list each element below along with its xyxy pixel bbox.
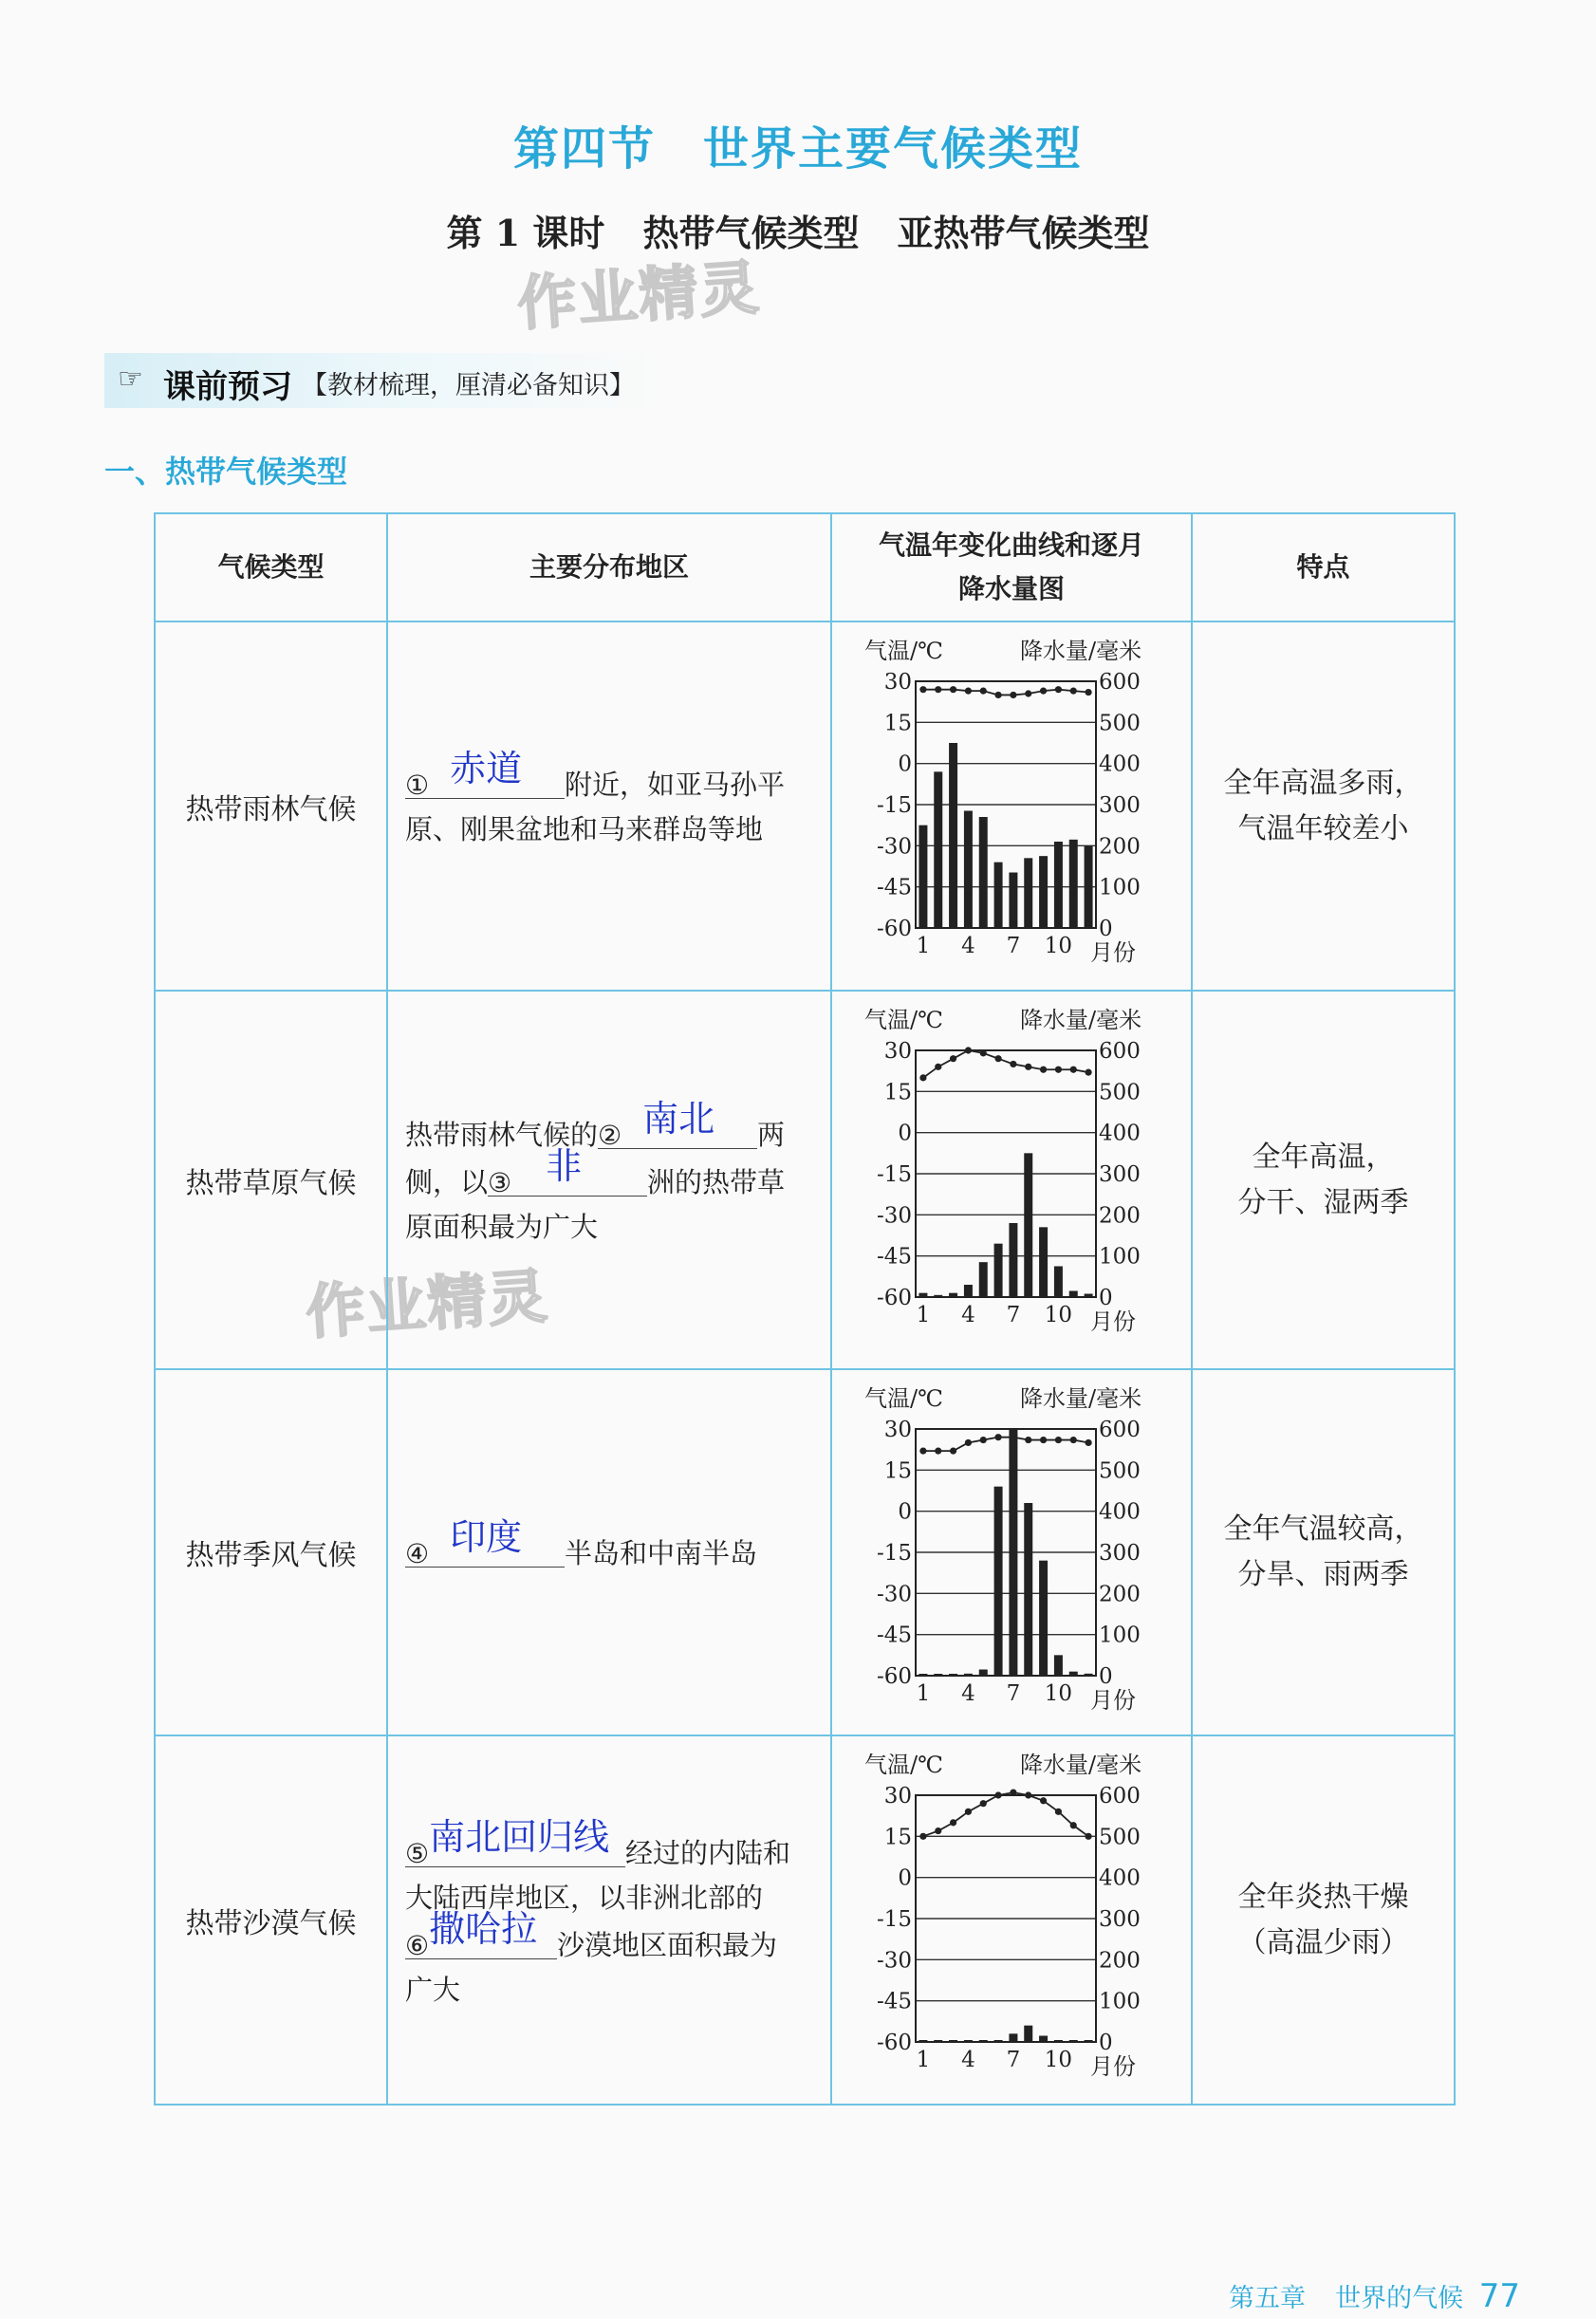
axis-label-precipitation: 降水量/毫米 xyxy=(1020,1385,1142,1412)
blank-number: ② xyxy=(598,1120,622,1151)
precipitation-bar xyxy=(1009,873,1017,929)
tick-label-temperature: -45 xyxy=(876,875,912,900)
tick-label-temperature: -30 xyxy=(876,1582,912,1607)
region-cell xyxy=(387,991,831,1369)
tick-label-precipitation: 0 xyxy=(1099,2031,1113,2055)
section-title xyxy=(0,112,1596,177)
region-text: 半岛和中南半岛 xyxy=(565,1537,758,1569)
lesson-title xyxy=(0,204,1596,256)
precipitation-bar xyxy=(1054,1267,1063,1298)
feature-text: 全年气温较高， xyxy=(1223,1512,1423,1546)
axis-label-temperature: 气温/℃ xyxy=(864,1385,943,1412)
temperature-line xyxy=(923,1792,1088,1836)
tick-label-precipitation: 400 xyxy=(1099,1499,1141,1525)
tick-label-temperature: -60 xyxy=(876,1286,912,1310)
tick-label-temperature: 0 xyxy=(898,1865,912,1891)
feature-cell xyxy=(1192,1369,1455,1735)
section-heading: 一、热带气候类型 xyxy=(104,454,348,490)
precipitation-bar xyxy=(1085,845,1093,928)
region-text: 原、刚果盆地和马来群岛等地 xyxy=(405,813,764,845)
watermark: 作业精灵 xyxy=(304,1261,551,1347)
tick-label-temperature: -30 xyxy=(876,1203,912,1229)
temperature-point xyxy=(1040,688,1047,695)
temperature-point xyxy=(980,1049,987,1056)
feature-text: 全年炎热干燥 xyxy=(1237,1880,1409,1914)
precipitation-bar xyxy=(1069,2040,1078,2042)
temperature-point xyxy=(1025,690,1031,696)
precipitation-bar xyxy=(934,1295,942,1297)
temperature-point xyxy=(1070,1437,1077,1443)
climate-type: 热带沙漠气候 xyxy=(155,1735,387,2105)
precipitation-bar xyxy=(1085,1294,1093,1297)
x-tick-label: 4 xyxy=(961,1681,975,1706)
x-tick-label: 7 xyxy=(1006,934,1021,958)
tick-label-temperature: -45 xyxy=(876,1623,912,1648)
header-chart-line1: 气温年变化曲线和逐月 xyxy=(878,529,1144,561)
region-text: 侧，以 xyxy=(405,1166,489,1198)
x-tick-label: 7 xyxy=(1006,1681,1021,1706)
answer-blank xyxy=(405,1907,557,1961)
region-cell xyxy=(387,1369,831,1735)
temperature-point xyxy=(994,1434,1001,1440)
precipitation-bar xyxy=(1009,1223,1017,1297)
temperature-point xyxy=(1085,689,1091,696)
blank-number: ⑤ xyxy=(405,1837,430,1869)
axis-label-precipitation: 降水量/毫米 xyxy=(1020,1752,1142,1778)
feature-text: 分旱、雨两季 xyxy=(1237,1558,1409,1591)
temperature-point xyxy=(950,1819,956,1826)
tick-label-temperature: -45 xyxy=(876,1244,912,1270)
precipitation-bar xyxy=(979,1670,988,1677)
answer-blank xyxy=(405,1516,565,1569)
region-cell xyxy=(387,621,831,991)
chart-cell xyxy=(831,991,1192,1369)
axis-label-temperature: 气温/℃ xyxy=(864,638,943,664)
tick-label-precipitation: 100 xyxy=(1099,1623,1141,1648)
tick-label-precipitation: 500 xyxy=(1099,711,1141,736)
answer-text: 撒哈拉 xyxy=(429,1907,538,1950)
tick-label-temperature: 0 xyxy=(898,1121,912,1146)
chart-cell xyxy=(831,1369,1192,1735)
temperature-point xyxy=(965,688,972,695)
region-text: 大陆西岸地区，以非洲北部的 xyxy=(405,1881,764,1914)
x-axis-label: 月份 xyxy=(1090,1308,1136,1335)
precipitation-bar xyxy=(1054,842,1063,928)
climate-chart xyxy=(832,1370,1193,1731)
temperature-point xyxy=(950,1055,956,1062)
tick-label-temperature: 0 xyxy=(898,751,912,777)
temperature-point xyxy=(1085,1069,1091,1076)
precipitation-bar xyxy=(949,1293,957,1297)
climate-chart xyxy=(832,992,1193,1364)
axis-label-temperature: 气温/℃ xyxy=(864,1007,943,1033)
footer-chapter: 第五章 xyxy=(1228,2284,1306,2313)
temperature-point xyxy=(950,686,956,693)
temperature-point xyxy=(1040,1067,1047,1073)
climate-type: 热带雨林气候 xyxy=(155,621,387,991)
tick-label-precipitation: 400 xyxy=(1099,751,1141,777)
tick-label-temperature: -15 xyxy=(876,1907,912,1932)
tick-label-precipitation: 100 xyxy=(1099,875,1141,900)
precipitation-bar xyxy=(979,2040,988,2042)
feature-cell xyxy=(1192,621,1455,991)
temperature-point xyxy=(1025,1791,1031,1798)
watermark: 作业精灵 xyxy=(515,252,763,339)
temperature-point xyxy=(965,1439,972,1446)
temperature-point xyxy=(919,1833,926,1840)
temperature-point xyxy=(1070,1822,1077,1828)
feature-text: 全年高温多雨， xyxy=(1223,766,1423,800)
region-text: 附近，如亚马孙平 xyxy=(565,769,786,801)
tick-label-precipitation: 200 xyxy=(1099,1203,1141,1229)
x-axis-label: 月份 xyxy=(1090,939,1136,966)
precipitation-bar xyxy=(994,1244,1003,1297)
precipitation-bar xyxy=(964,1674,973,1676)
x-tick-label: 10 xyxy=(1044,934,1073,958)
tick-label-precipitation: 500 xyxy=(1099,1825,1141,1850)
blank-number: ① xyxy=(405,770,430,801)
precipitation-bar xyxy=(1054,1655,1063,1676)
temperature-point xyxy=(994,692,1001,698)
answer-blank xyxy=(405,748,565,801)
temperature-point xyxy=(965,1809,972,1815)
region-text: 沙漠地区面积最为 xyxy=(557,1928,778,1961)
answer-text: 南北回归线 xyxy=(429,1815,610,1858)
tick-label-temperature: -30 xyxy=(876,834,912,860)
axis-label-precipitation: 降水量/毫米 xyxy=(1020,1007,1142,1033)
temperature-point xyxy=(919,686,926,693)
tick-label-temperature: -15 xyxy=(876,1162,912,1187)
tick-label-temperature: -15 xyxy=(876,1541,912,1566)
x-tick-label: 4 xyxy=(961,2048,975,2072)
precipitation-bar xyxy=(949,1674,957,1676)
tick-label-precipitation: 0 xyxy=(1099,1664,1113,1689)
tick-label-precipitation: 200 xyxy=(1099,834,1141,860)
table-row xyxy=(155,991,1455,1369)
region-cell xyxy=(387,1735,831,2105)
header-feature: 特点 xyxy=(1192,513,1455,621)
tick-label-precipitation: 200 xyxy=(1099,1582,1141,1607)
tick-label-precipitation: 300 xyxy=(1099,1541,1141,1566)
blank-number: ⑥ xyxy=(405,1929,430,1961)
temperature-point xyxy=(935,1064,941,1070)
temperature-point xyxy=(1025,1437,1031,1443)
blank-number: ④ xyxy=(405,1538,430,1569)
tick-label-precipitation: 500 xyxy=(1099,1458,1141,1484)
tick-label-precipitation: 100 xyxy=(1099,1989,1141,2014)
temperature-point xyxy=(980,688,987,695)
temperature-point xyxy=(935,686,941,693)
header-chart xyxy=(831,513,1192,621)
feature-text: 全年高温， xyxy=(1252,1140,1395,1174)
answer-text: 印度 xyxy=(450,1516,523,1558)
precipitation-bar xyxy=(1039,1227,1048,1297)
tick-label-precipitation: 400 xyxy=(1099,1121,1141,1146)
temperature-point xyxy=(935,1827,941,1834)
section-name: 世界主要气候类型 xyxy=(703,122,1084,176)
page-footer xyxy=(1229,2277,1520,2315)
temperature-point xyxy=(1010,1434,1016,1440)
feature-text: 分干、湿两季 xyxy=(1237,1185,1409,1219)
precipitation-bar xyxy=(1009,2033,1017,2042)
temperature-point xyxy=(1070,1067,1077,1073)
temperature-point xyxy=(1085,1833,1091,1840)
tick-label-temperature: -15 xyxy=(876,793,912,818)
precipitation-bar xyxy=(1069,840,1078,928)
answer-blank xyxy=(405,1815,625,1869)
x-tick-label: 10 xyxy=(1044,1303,1073,1327)
feature-cell xyxy=(1192,991,1455,1369)
temperature-point xyxy=(1055,1437,1062,1443)
footer-chapter-title: 世界的气候 xyxy=(1335,2284,1464,2313)
precipitation-bar xyxy=(964,1285,973,1297)
tick-label-precipitation: 600 xyxy=(1099,1418,1141,1442)
tick-label-temperature: -30 xyxy=(876,1948,912,1974)
x-tick-label: 1 xyxy=(916,1681,931,1706)
precipitation-bar xyxy=(1024,1153,1032,1297)
section-number: 第四节 xyxy=(512,122,656,176)
preview-note: 【教材梳理，厘清必备知识】 xyxy=(302,371,635,400)
blank-number: ③ xyxy=(488,1167,512,1198)
x-tick-label: 4 xyxy=(961,934,975,958)
temperature-line xyxy=(923,690,1088,696)
precipitation-bar xyxy=(934,2040,942,2042)
precipitation-bar xyxy=(919,1674,927,1676)
region-text: 经过的内陆和 xyxy=(625,1836,791,1869)
tick-label-precipitation: 0 xyxy=(1099,917,1113,941)
axis-label-temperature: 气温/℃ xyxy=(864,1752,943,1778)
x-tick-label: 10 xyxy=(1044,2048,1073,2072)
temperature-point xyxy=(1010,1790,1016,1796)
tick-label-precipitation: 300 xyxy=(1099,1162,1141,1187)
precipitation-bar xyxy=(994,2040,1003,2042)
page-number: 77 xyxy=(1478,2277,1520,2315)
x-tick-label: 1 xyxy=(916,2048,931,2072)
header-climate-type: 气候类型 xyxy=(155,513,387,621)
x-tick-label: 7 xyxy=(1006,2048,1021,2072)
table-row xyxy=(155,1369,1455,1735)
axis-label-precipitation: 降水量/毫米 xyxy=(1020,638,1142,664)
tick-label-precipitation: 0 xyxy=(1099,1286,1113,1310)
lesson-topic-1: 热带气候类型 xyxy=(642,212,860,254)
x-axis-label: 月份 xyxy=(1090,2053,1136,2080)
precipitation-bar xyxy=(994,1487,1003,1676)
tick-label-precipitation: 600 xyxy=(1099,1039,1141,1064)
tick-label-temperature: 15 xyxy=(883,1458,912,1484)
tick-label-precipitation: 100 xyxy=(1099,1244,1141,1270)
feature-text: （高温少雨） xyxy=(1237,1925,1409,1959)
temperature-point xyxy=(1055,1809,1062,1815)
feature-cell xyxy=(1192,1735,1455,2105)
precipitation-bar xyxy=(1054,2040,1063,2042)
precipitation-bar xyxy=(1024,2026,1032,2042)
header-chart-line2: 降水量图 xyxy=(957,573,1065,604)
precipitation-bar xyxy=(934,1674,942,1676)
precipitation-bar xyxy=(1039,856,1048,928)
precipitation-bar xyxy=(919,1293,927,1297)
tick-label-temperature: -60 xyxy=(876,2031,912,2055)
precipitation-bar xyxy=(919,826,927,928)
temperature-point xyxy=(950,1448,956,1455)
precipitation-bar xyxy=(949,2040,957,2042)
tick-label-temperature: 30 xyxy=(883,1784,912,1809)
x-tick-label: 10 xyxy=(1044,1681,1073,1706)
temperature-point xyxy=(1040,1437,1047,1443)
answer-text: 赤道 xyxy=(450,748,523,789)
precipitation-bar xyxy=(979,817,988,928)
tick-label-temperature: 15 xyxy=(883,1825,912,1850)
tick-label-temperature: -45 xyxy=(876,1989,912,2014)
temperature-line xyxy=(923,1438,1088,1451)
lesson-number: 第 1 课时 xyxy=(446,212,605,254)
precipitation-bar xyxy=(964,811,973,929)
temperature-point xyxy=(1040,1797,1047,1804)
precipitation-bar xyxy=(1085,1674,1093,1676)
climate-type: 热带季风气候 xyxy=(155,1369,387,1735)
tick-label-precipitation: 600 xyxy=(1099,1784,1141,1809)
temperature-point xyxy=(1070,688,1077,695)
climate-chart xyxy=(832,1736,1193,2100)
chart-cell xyxy=(831,621,1192,991)
answer-blank xyxy=(488,1145,647,1198)
region-text: 洲的热带草 xyxy=(647,1166,786,1198)
tick-label-temperature: -60 xyxy=(876,917,912,941)
precipitation-bar xyxy=(1024,858,1032,928)
precipitation-bar xyxy=(949,743,957,928)
chart-cell xyxy=(831,1735,1192,2105)
precipitation-bar xyxy=(979,1262,988,1297)
tick-label-temperature: 30 xyxy=(883,670,912,695)
temperature-point xyxy=(980,1437,987,1443)
tick-label-precipitation: 400 xyxy=(1099,1865,1141,1891)
tick-label-temperature: 30 xyxy=(883,1418,912,1442)
climate-type: 热带草原气候 xyxy=(155,991,387,1369)
table-row xyxy=(155,1735,1455,2105)
x-tick-label: 7 xyxy=(1006,1303,1021,1327)
precipitation-bar xyxy=(934,771,942,928)
tick-label-precipitation: 300 xyxy=(1099,1907,1141,1932)
temperature-point xyxy=(994,1791,1001,1798)
precipitation-bar xyxy=(1069,1291,1078,1298)
temperature-point xyxy=(980,1800,987,1807)
temperature-point xyxy=(919,1074,926,1081)
temperature-line xyxy=(923,1050,1088,1078)
temperature-point xyxy=(919,1448,926,1455)
x-tick-label: 1 xyxy=(916,1303,931,1327)
tick-label-precipitation: 600 xyxy=(1099,670,1141,695)
tick-label-precipitation: 200 xyxy=(1099,1948,1141,1974)
precipitation-bar xyxy=(964,2040,973,2042)
x-tick-label: 4 xyxy=(961,1303,975,1327)
table-row xyxy=(155,621,1455,991)
temperature-point xyxy=(1010,692,1016,698)
climate-table xyxy=(154,512,1456,2106)
region-text: 两 xyxy=(757,1119,786,1151)
pointing-hand-icon: ☞ xyxy=(118,362,143,396)
feature-text: 气温年较差小 xyxy=(1237,811,1409,845)
temperature-point xyxy=(965,1047,972,1053)
preview-banner xyxy=(104,353,674,408)
region-text: 原面积最为广大 xyxy=(405,1211,599,1243)
tick-label-precipitation: 500 xyxy=(1099,1080,1141,1105)
precipitation-bar xyxy=(1085,2040,1093,2042)
tick-label-temperature: 30 xyxy=(883,1039,912,1064)
answer-blank xyxy=(598,1098,757,1151)
x-axis-label: 月份 xyxy=(1090,1687,1136,1714)
tick-label-temperature: 0 xyxy=(898,1499,912,1525)
precipitation-bar xyxy=(1039,1561,1048,1676)
header-region: 主要分布地区 xyxy=(387,513,831,621)
precipitation-bar xyxy=(994,863,1003,928)
tick-label-temperature: 15 xyxy=(883,711,912,736)
answer-text: 非 xyxy=(546,1145,583,1187)
temperature-point xyxy=(935,1448,941,1455)
lesson-topic-2: 亚热带气候类型 xyxy=(897,212,1150,254)
x-tick-label: 1 xyxy=(916,934,931,958)
temperature-point xyxy=(1055,1067,1062,1073)
tick-label-temperature: -60 xyxy=(876,1664,912,1689)
temperature-point xyxy=(994,1055,1001,1062)
temperature-point xyxy=(1055,686,1062,693)
table-header-row xyxy=(155,513,1455,621)
precipitation-bar xyxy=(1069,1672,1078,1676)
preview-label: 课前预习 xyxy=(163,368,292,406)
tick-label-precipitation: 300 xyxy=(1099,793,1141,818)
temperature-point xyxy=(1025,1064,1031,1070)
precipitation-bar xyxy=(1009,1429,1017,1676)
temperature-point xyxy=(1010,1061,1016,1067)
temperature-point xyxy=(1085,1439,1091,1446)
region-text: 热带雨林气候的 xyxy=(405,1119,599,1151)
precipitation-bar xyxy=(919,2040,927,2042)
climate-chart xyxy=(832,622,1193,986)
precipitation-bar xyxy=(1024,1503,1032,1676)
precipitation-bar xyxy=(1039,2036,1048,2043)
answer-text: 南北 xyxy=(642,1098,715,1140)
tick-label-temperature: 15 xyxy=(883,1080,912,1105)
region-text: 广大 xyxy=(405,1973,461,2006)
